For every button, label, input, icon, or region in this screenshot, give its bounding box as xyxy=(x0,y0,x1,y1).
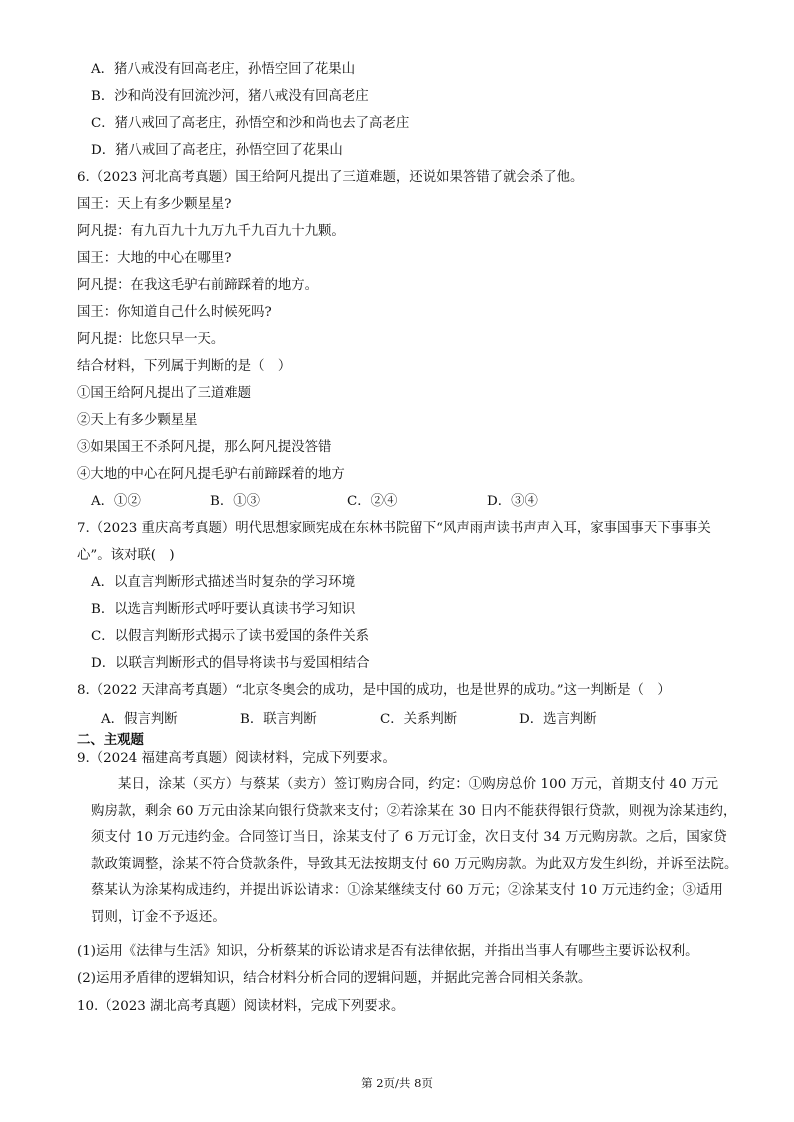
q9-material-line: 某日，涂某（买方）与蔡某（卖方）签订购房合同，约定：①购房总价 100 万元，首期支付 40 万元 xyxy=(91,777,719,792)
q6-option-c: C．②④ xyxy=(347,494,398,509)
q6-dialogue-line: 国王：天上有多少颗星星? xyxy=(77,197,232,212)
q6-dialogue-line: 阿凡提：比您只早一天。 xyxy=(77,332,225,347)
q7-stem-cont: 心”。该对联( ) xyxy=(77,548,175,563)
q6-stem: 6.（2023 河北高考真题）国王给阿凡提出了三道难题，还说如果答错了就会杀了他。 xyxy=(77,170,584,185)
q7-option-b: B．以选言判断形式呼吁要认真读书学习知识 xyxy=(91,602,356,617)
q9-material-line: 须支付 10 万元违约金。合同签订当日，涂某支付了 6 万元订金，次日支付 34 万元购房款。之后，国家贷 xyxy=(91,830,727,846)
q6-item: ④大地的中心在阿凡提毛驴右前蹄踩着的地方 xyxy=(77,467,345,482)
q6-item: ①国王给阿凡提出了三道难题 xyxy=(77,386,252,401)
q6-dialogue-line: 国王：你知道自己什么时候死吗? xyxy=(77,305,272,320)
q8-option-a: A．假言判断 xyxy=(101,712,178,727)
q6-option-d: D．③④ xyxy=(487,494,538,509)
q5-option-b: B．沙和尚没有回流沙河，猪八戒没有回高老庄 xyxy=(91,89,369,104)
q8-stem: 8.（2022 天津高考真题）“北京冬奥会的成功，是中国的成功，也是世界的成功。”这一判断是（ ） xyxy=(77,683,671,698)
q9-material xyxy=(91,772,738,932)
q6-dialogue-line: 阿凡提：在我这毛驴右前蹄踩着的地方。 xyxy=(77,278,319,293)
q9-stem: 9.（2024 福建高考真题）阅读材料，完成下列要求。 xyxy=(77,751,396,766)
q6-dialogue-line: 国王：大地的中心在哪里? xyxy=(77,251,232,266)
q6-dialogue-line: 阿凡提：有九百九十九万九千九百九十九颗。 xyxy=(77,224,345,239)
q9-sub-question-2: (2)运用矛盾律的逻辑知识，结合材料分析合同的逻辑问题，并据此完善合同相关条款。 xyxy=(77,971,592,986)
q8-option-c: C．关系判断 xyxy=(380,712,458,727)
q9-material-line: 购房款，剩余 60 万元由涂某向银行贷款来支付；②若涂某在 30 日内不能获得银行贷款，则视为涂某违约， xyxy=(91,803,737,819)
q9-material-line: 罚则，订金不予返还。 xyxy=(91,909,226,925)
q6-option-a: A．①② xyxy=(91,494,141,509)
q6-item: ③如果国王不杀阿凡提，那么阿凡提没答错 xyxy=(77,440,332,455)
q7-option-a: A．以直言判断形式描述当时复杂的学习环境 xyxy=(91,575,356,590)
q5-option-d: D．猪八戒回了高老庄，孙悟空回了花果山 xyxy=(91,143,343,158)
q6-item: ②天上有多少颗星星 xyxy=(77,413,198,428)
q9-material-line: 款政策调整，涂某不符合贷款条件，导致其无法按期支付 60 万元购房款。为此双方发生纠纷，并诉至法院。 xyxy=(91,856,738,872)
q10-stem: 10.（2023 湖北高考真题）阅读材料，完成下列要求。 xyxy=(77,999,405,1014)
q6-question: 结合材料，下列属于判断的是（ ） xyxy=(77,359,292,374)
q9-sub-question-1: (1)运用《法律与生活》知识，分析蔡某的诉讼请求是否有法律依据，并指出当事人有哪些主要诉讼权利。 xyxy=(77,944,699,959)
q7-option-c: C．以假言判断形式揭示了读书爱国的条件关系 xyxy=(91,629,370,644)
q5-option-c: C．猪八戒回了高老庄，孙悟空和沙和尚也去了高老庄 xyxy=(91,116,410,131)
q7-option-d: D．以联言判断形式的倡导将读书与爱国相结合 xyxy=(91,656,370,671)
section-title: 二、主观题 xyxy=(77,732,144,748)
q7-stem: 7.（2023 重庆高考真题）明代思想家顾宪成在东林书院留下“风声雨声读书声声入耳，家事国事天下事事关 xyxy=(77,521,711,536)
q8-option-b: B．联言判断 xyxy=(240,712,317,727)
page-number: 第 2页/共 8页 xyxy=(361,1076,433,1090)
q8-option-d: D．选言判断 xyxy=(519,712,597,727)
q6-option-b: B．①③ xyxy=(210,494,261,509)
q5-option-a: A．猪八戒没有回高老庄，孙悟空回了花果山 xyxy=(91,62,356,77)
q9-material-line: 蔡某认为涂某构成违约，并提出诉讼请求：①涂某继续支付 60 万元；②涂某支付 10 万元违约金；③适用 xyxy=(91,883,723,899)
